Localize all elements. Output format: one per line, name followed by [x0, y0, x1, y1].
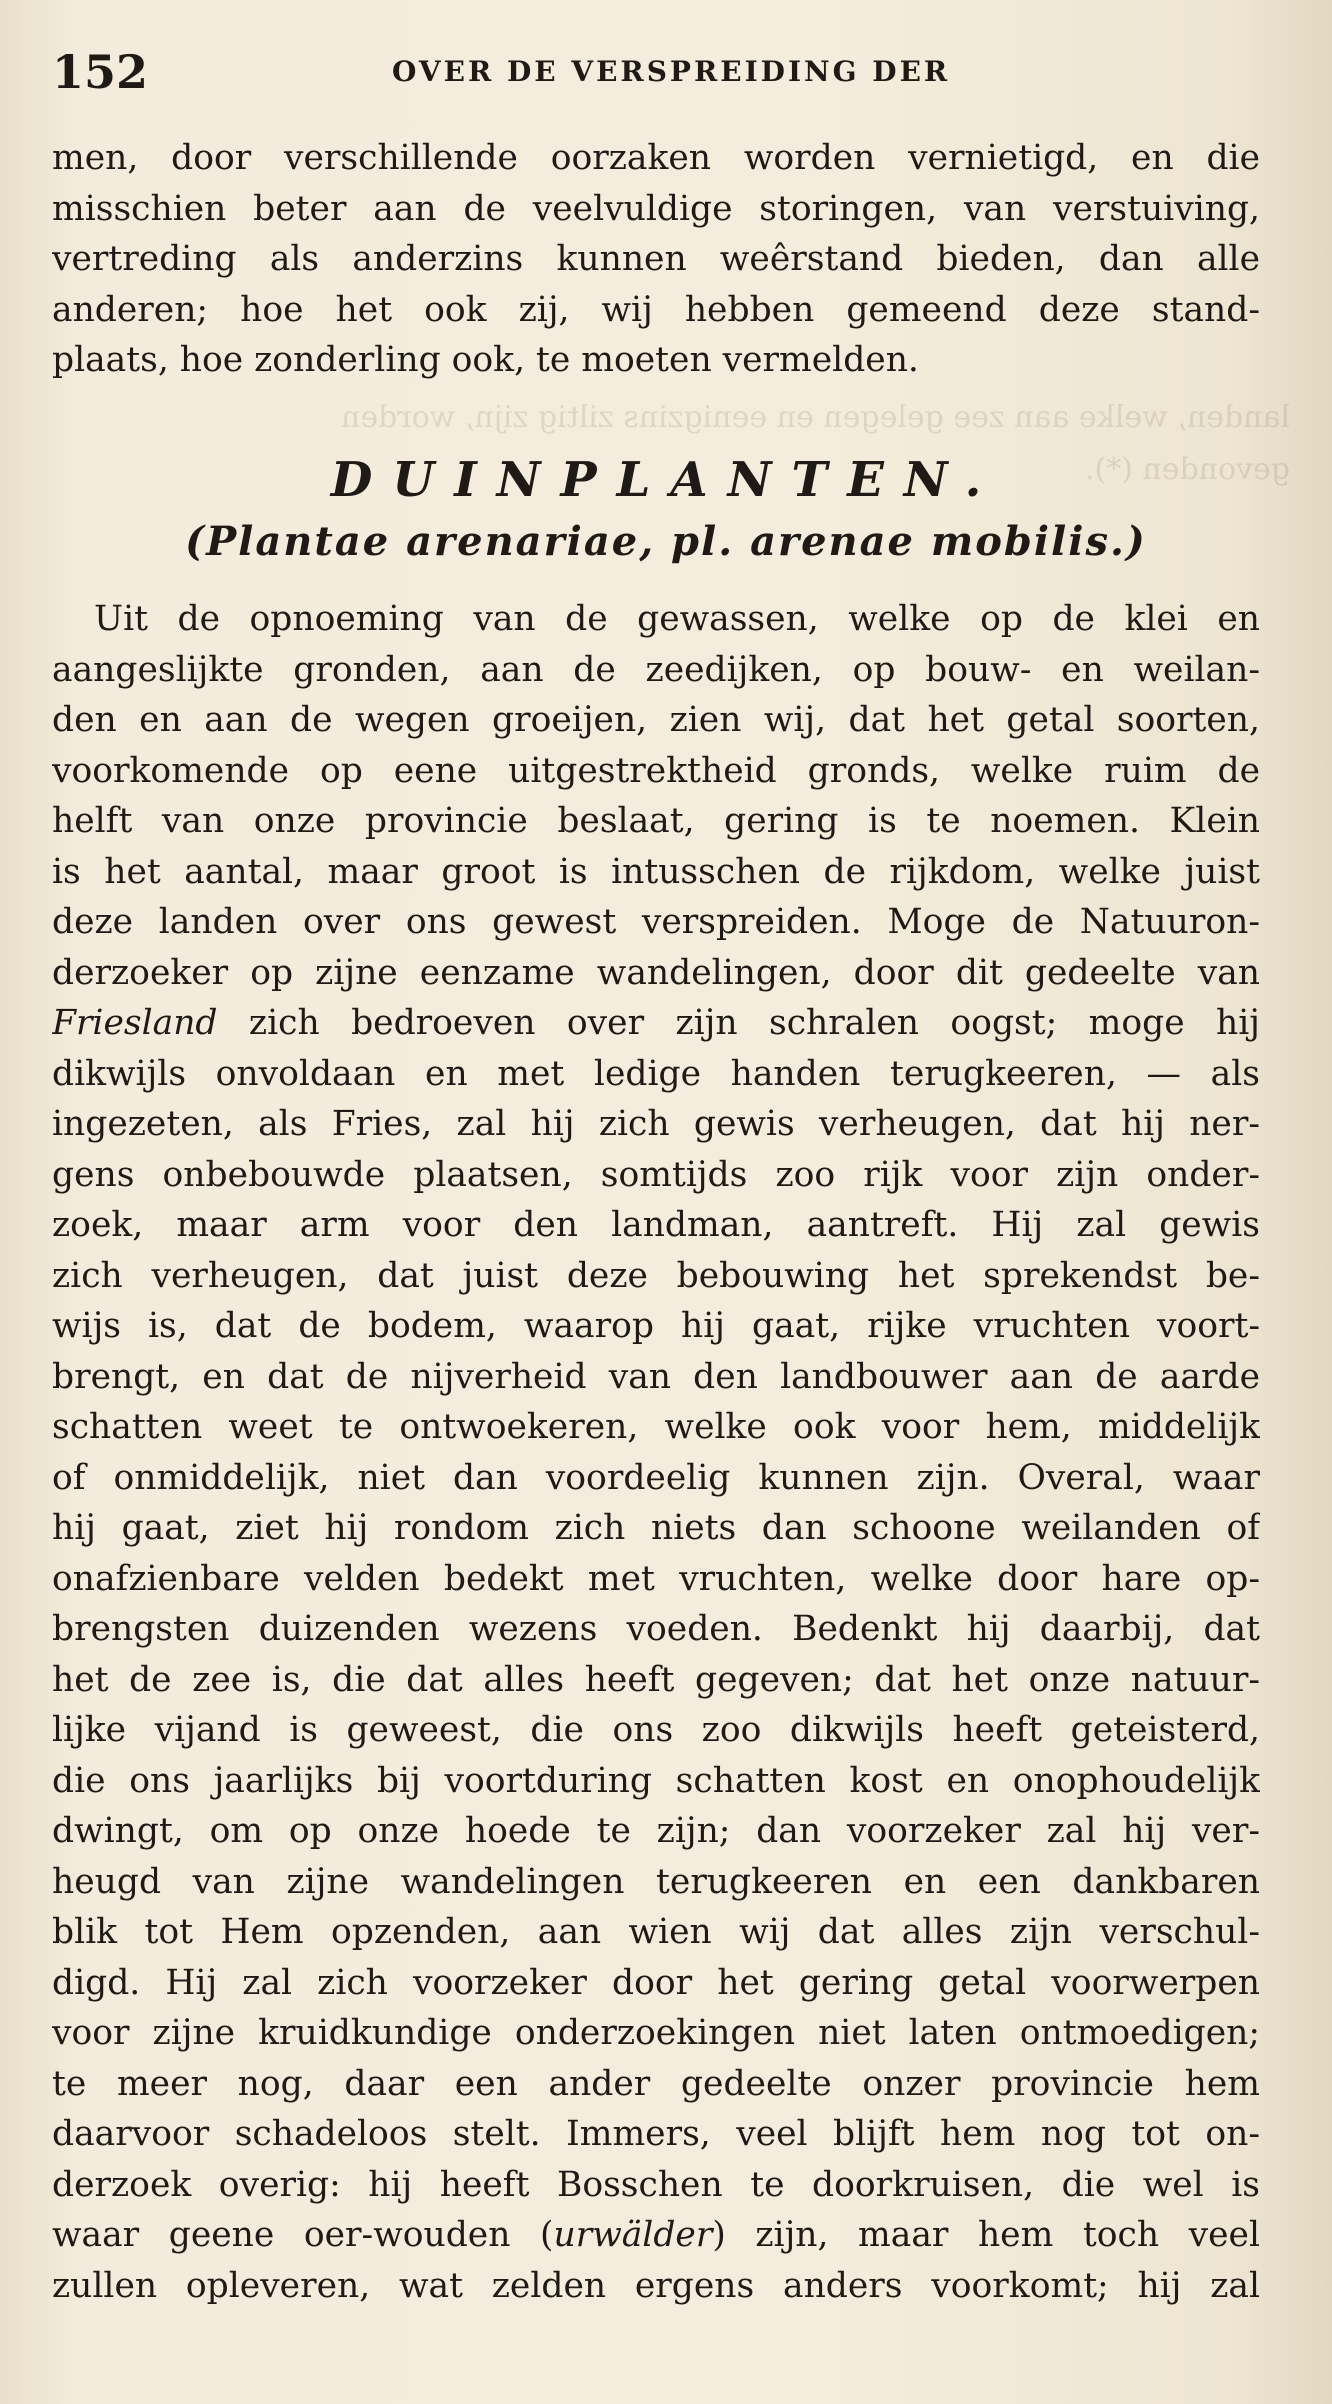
page-header	[52, 42, 1282, 102]
main-paragraph	[52, 594, 1260, 2311]
text-line: zoek, maar arm voor den landman, aantreft. Hij zal gewis	[52, 1205, 1260, 1245]
text-line: vertreding als anderzins kunnen weêrstand bieden, dan alle	[52, 239, 1260, 279]
text-line: Friesland zich bedroeven over zijn schralen oogst; moge hij	[52, 1003, 1260, 1043]
page-number: 152	[52, 45, 149, 99]
text-line: zullen opleveren, wat zelden ergens anders voorkomt; hij zal	[52, 2265, 1260, 2306]
text-line: aangeslijkte gronden, aan de zeedijken, op bouw- en weilan-	[52, 649, 1260, 690]
text-line: of onmiddelijk, niet dan voordeelig kunnen zijn. Overal, waar	[52, 1457, 1260, 1498]
text-line: het de zee is, die dat alles heeft gegeven; dat het onze natuur-	[52, 1659, 1260, 1700]
text-line: wijs is, dat de bodem, waarop hij gaat, rijke vruchten voort-	[52, 1306, 1260, 1346]
text-line: misschien beter aan de veelvuldige storingen, van verstuiving,	[52, 188, 1260, 229]
section-subtitle: (Plantae arenariae, pl. arenae mobilis.)	[185, 518, 1147, 565]
text-line: lijke vijand is geweest, die ons zoo dikwijls heeft geteisterd,	[52, 1710, 1260, 1750]
text-line: den en aan de wegen groeijen, zien wij, dat het getal soorten,	[52, 700, 1260, 740]
text-line: daarvoor schadeloos stelt. Immers, veel blijft hem nog tot on-	[52, 2114, 1260, 2154]
text-line: dwingt, om op onze hoede te zijn; dan voorzeker zal hij ver-	[52, 1811, 1260, 1851]
text-line: brengsten duizenden wezens voeden. Bedenkt hij daarbij, dat	[52, 1609, 1260, 1649]
text-line: derzoeker op zijne eenzame wandelingen, door dit gedeelte van	[52, 952, 1260, 993]
text-line: plaats, hoe zonderling ook, te moeten vermelden.	[52, 340, 919, 380]
text-line: ingezeten, als Fries, zal hij zich gewis verheugen, dat hij ner-	[52, 1104, 1260, 1144]
top-paragraph	[52, 133, 1260, 386]
running-head: OVER DE VERSPREIDING DER	[392, 55, 951, 88]
text-line: die ons jaarlijks bij voortduring schatten kost en onophoudelijk	[52, 1760, 1260, 1801]
text-line: dikwijls onvoldaan en met ledige handen terugkeeren, — als	[52, 1053, 1260, 1094]
text-line: gens onbebouwde plaatsen, somtijds zoo rijk voor zijn onder-	[52, 1154, 1260, 1195]
text-line: schatten weet te ontwoekeren, welke ook voor hem, middelijk	[52, 1407, 1260, 1447]
show-through-line: landen, welke aan zee gelegen en eenigzins ziltig zijn, worden	[341, 400, 1290, 435]
text-line: is het aantal, maar groot is intusschen de rijkdom, welke juist	[52, 851, 1260, 892]
text-line: helft van onze provincie beslaat, gering is te noemen. Klein	[52, 801, 1260, 841]
text-line: zich verheugen, dat juist deze bebouwing het sprekendst be-	[52, 1255, 1260, 1296]
text-line: deze landen over ons gewest verspreiden. Moge de Natuuron-	[52, 902, 1260, 942]
text-line: men, door verschillende oorzaken worden vernietigd, en die	[52, 138, 1260, 178]
text-line: te meer nog, daar een ander gedeelte onzer provincie hem	[52, 2063, 1260, 2104]
italic-term: urwälder	[553, 2215, 713, 2255]
text-line: hij gaat, ziet hij rondom zich niets dan schoone weilanden of	[52, 1508, 1260, 1548]
text-line: derzoek overig: hij heeft Bosschen te doorkruisen, die wel is	[52, 2164, 1260, 2205]
text-line: waar geene oer-wouden (urwälder) zijn, maar hem toch veel	[52, 2215, 1260, 2255]
text-line: Uit de opnoeming van de gewassen, welke op de klei en	[94, 599, 1260, 639]
text-line: heugd van zijne wandelingen terugkeeren en een dankbaren	[52, 1861, 1260, 1902]
text-line: digd. Hij zal zich voorzeker door het gering getal voorwerpen	[52, 1962, 1260, 2003]
text-line: anderen; hoe het ook zij, wij hebben gemeend deze stand-	[52, 289, 1260, 330]
section-title: DUINPLANTEN.	[330, 452, 1002, 508]
show-through-line: gevonden (*).	[1084, 452, 1290, 487]
text-line: blik tot Hem opzenden, aan wien wij dat alles zijn verschul-	[52, 1912, 1260, 1952]
text-line: voor zijne kruidkundige onderzoekingen niet laten ontmoedigen;	[52, 2013, 1260, 2053]
text-line: voorkomende op eene uitgestrektheid gronds, welke ruim de	[52, 750, 1260, 791]
italic-term: Friesland	[52, 1003, 218, 1043]
text-line: onafzienbare velden bedekt met vruchten, welke door hare op-	[52, 1558, 1260, 1599]
text-line: brengt, en dat de nijverheid van den landbouwer aan de aarde	[52, 1356, 1260, 1397]
